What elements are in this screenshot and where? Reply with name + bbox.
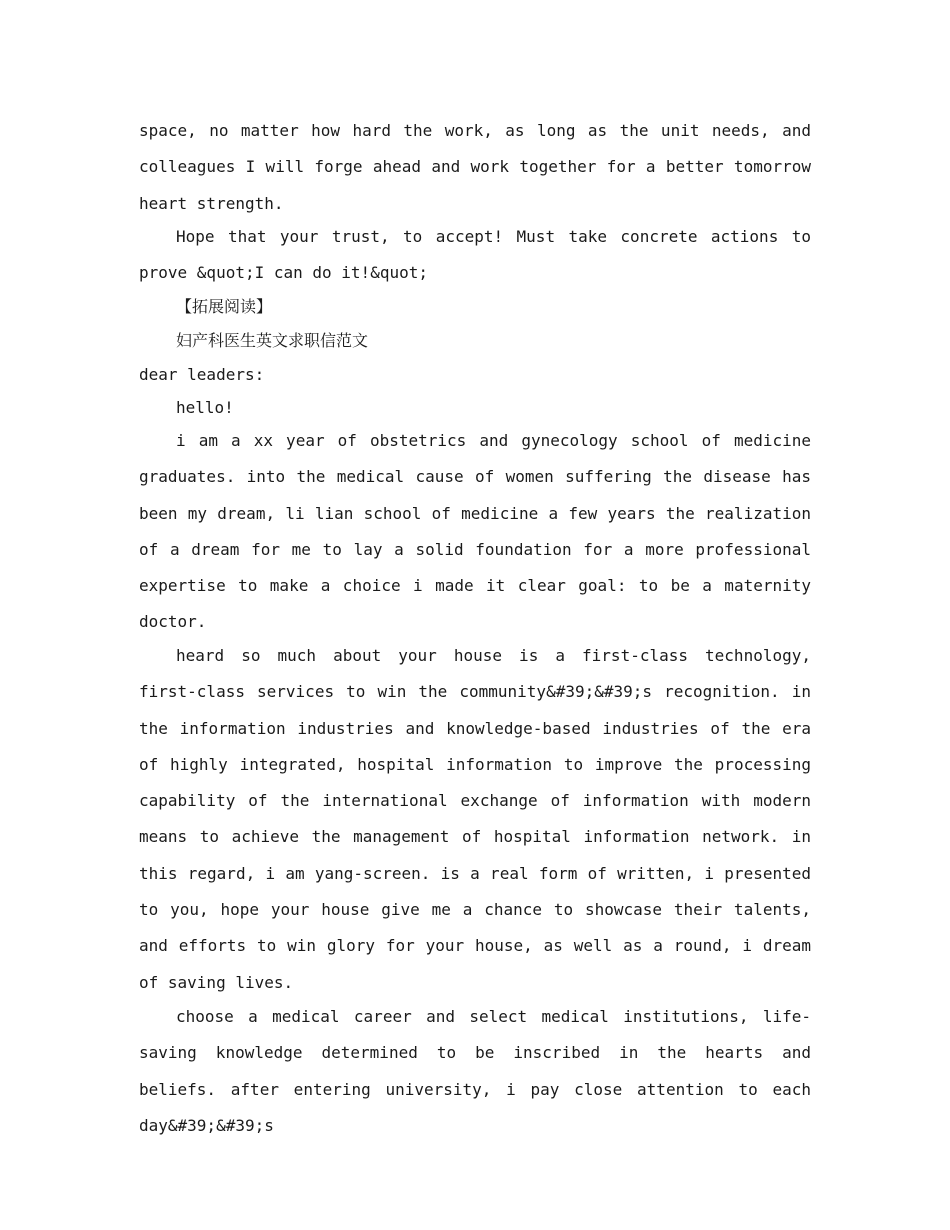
paragraph-introduction: i am a xx year of obstetrics and gynecology school of medicine graduates. into the medical cause of women suffering the disease has been my dream, li lian school of medicine a few years the realization of a dream for me to lay a solid foundation for a more professional expertise to make a choice i made it clear goal: to be a maternity doctor.	[139, 431, 811, 632]
paragraph-hospital: heard so much about your house is a first-class technology, first-class services to win the community&#39;&#39;s recognition. in the information industries and knowledge-based industries of the era of highly integrated, hospital information to improve the processing capability of the international exchange of information with modern means to achieve the management of hospital information network. in this regard, i am yang-screen. is a real form of written, i presented to you, hope your house give me a chance to showcase their talents, and efforts to win glory for your house, as well as a round, i dream of saving lives.	[139, 646, 811, 992]
paragraph-trust: Hope that your trust, to accept! Must take concrete actions to prove &quot;I can do it!&quot;	[139, 227, 811, 283]
heading-extended-reading: 【拓展阅读】	[176, 297, 273, 316]
greeting-hello: hello!	[176, 398, 234, 417]
greeting: dear leaders:	[139, 365, 265, 384]
paragraph-career: choose a medical career and select medical institutions, life-saving knowledge determined to be inscribed in the hearts and beliefs. after entering university, i pay close attention to each day&#39;&#39;s	[139, 1007, 811, 1135]
paragraph-continuation: space, no matter how hard the work, as long as the unit needs, and colleagues I will forge ahead and work together for a better tomorrow heart strength.	[139, 121, 811, 213]
heading-letter-title: 妇产科医生英文求职信范文	[176, 331, 369, 350]
